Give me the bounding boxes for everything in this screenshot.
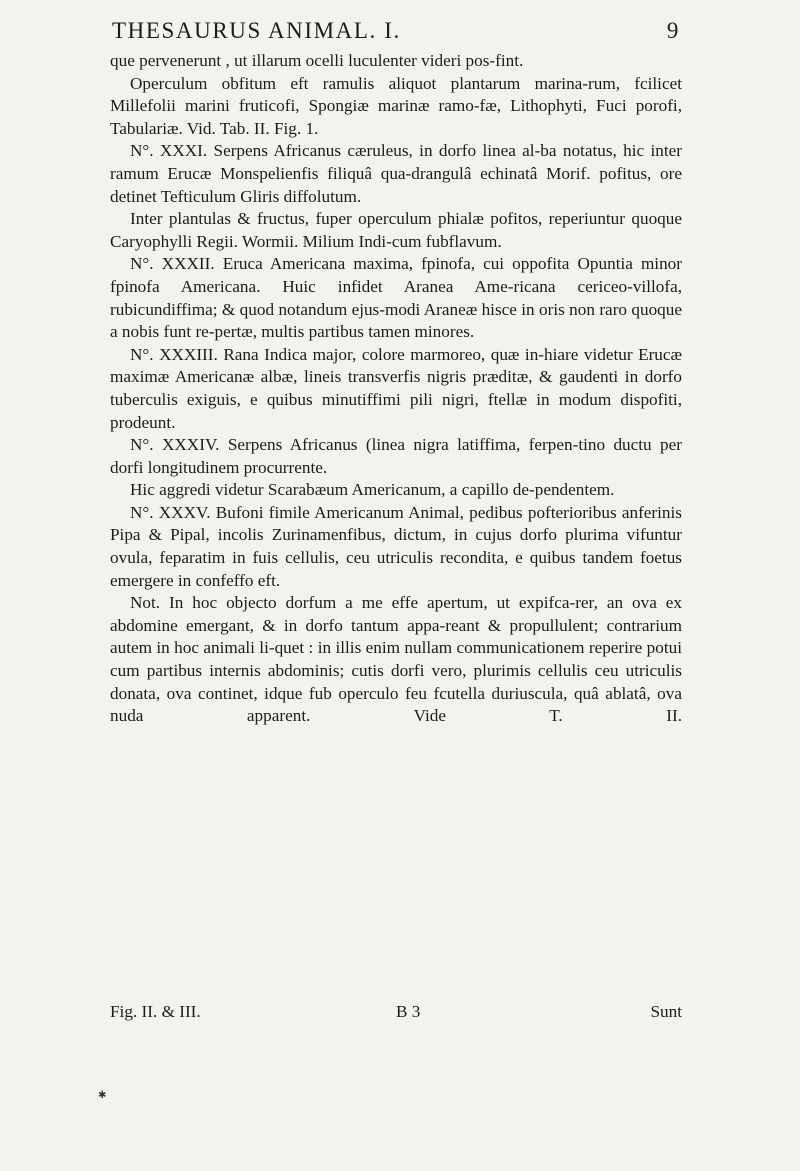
text-body xyxy=(110,50,682,728)
paragraph: Inter plantulas & fructus, fuper operculum phialæ pofitos, reperiuntur quoque Caryophylli Regii. Wormii. Milium Indi-cum fubflavum. xyxy=(110,209,682,251)
paragraph: N°. XXXV. Bufoni fimile Americanum Animal, pedibus pofterioribus anferinis Pipa & Pipal, incolis Zurinamenfibus, dictum, in cujus dorfo plurima vifuntur ovula, feparatim in fuis cellulis, ceu utriculis recondita, e quibus tandem foetus emergere in confeffo eft. xyxy=(110,502,682,590)
paragraph: N°. XXXIII. Rana Indica major, colore marmoreo, quæ in-hiare videtur Erucæ maximæ Americanæ albæ, lineis transverfis nigris præditæ, & gaudenti in dorfo tuberculis exiguis, e quibus minutiffimi pili nigri, ftellæ in modum dispofiti, prodeunt. xyxy=(110,344,682,432)
margin-mark: ✱ xyxy=(98,1090,107,1101)
paragraph: N°. XXXIV. Serpens Africanus (linea nigra latiffima, ferpen-tino ductu per dorfi longitudinem procurrente. xyxy=(110,435,682,477)
figure-reference: Fig. II. & III. xyxy=(110,1002,201,1021)
paragraph: N°. XXXII. Eruca Americana maxima, fpinofa, cui oppofita Opuntia minor fpinofa Americana. Huic infidet Aranea Ame-ricana cericeo-villofa, rubicundiffima; & quod notandum ejus-modi Araneæ hisce in oris non raro quoque a nobis funt re-pertæ, multis partibus tamen minores. xyxy=(110,254,682,342)
paragraph: Not. In hoc objecto dorfum a me effe apertum, ut expifca-rer, an ova ex abdomine emergant, & in dorfo tantum appa-reant & propullulent; contrarium autem in hoc animali li-quet : in illis enim nullam communicationem reperire potui cum partibus internis abdominis; cutis dorfi vero, plurimis cellulis ceu utriculis donata, ova continet, idque fub operculo feu fcutella duriuscula, quâ ablatâ, ova nuda apparent. Vide T. II. xyxy=(110,593,682,726)
page-number: 9 xyxy=(666,18,680,43)
catchword: Sunt xyxy=(650,1002,682,1021)
signature-mark: B 3 xyxy=(396,1002,421,1021)
paragraph: Operculum obfitum eft ramulis aliquot plantarum marina-rum, fcilicet Millefolii marini fruticofi, Spongiæ marinæ ramo-fæ, Lithophyti, Fuci porofi, Tabulariæ. Vid. Tab. II. Fig. 1. xyxy=(110,73,682,138)
running-title: THESAURUS ANIMAL. I. xyxy=(112,18,401,43)
running-head xyxy=(112,18,680,44)
paragraph: N°. XXXI. Serpens Africanus cæruleus, in dorfo linea al-ba notatus, hic inter ramum Erucæ Monspelienfis filiquâ qua-drangulâ echinatâ Morif. pofitus, ore detinet Tefticulum Gliris diffolutum. xyxy=(110,141,682,206)
paragraph: Hic aggredi videtur Scarabæum Americanum, a capillo de-pendentem. xyxy=(130,480,615,500)
paragraph: que pervenerunt , ut illarum ocelli luculenter videri pos-fint. xyxy=(110,51,524,70)
